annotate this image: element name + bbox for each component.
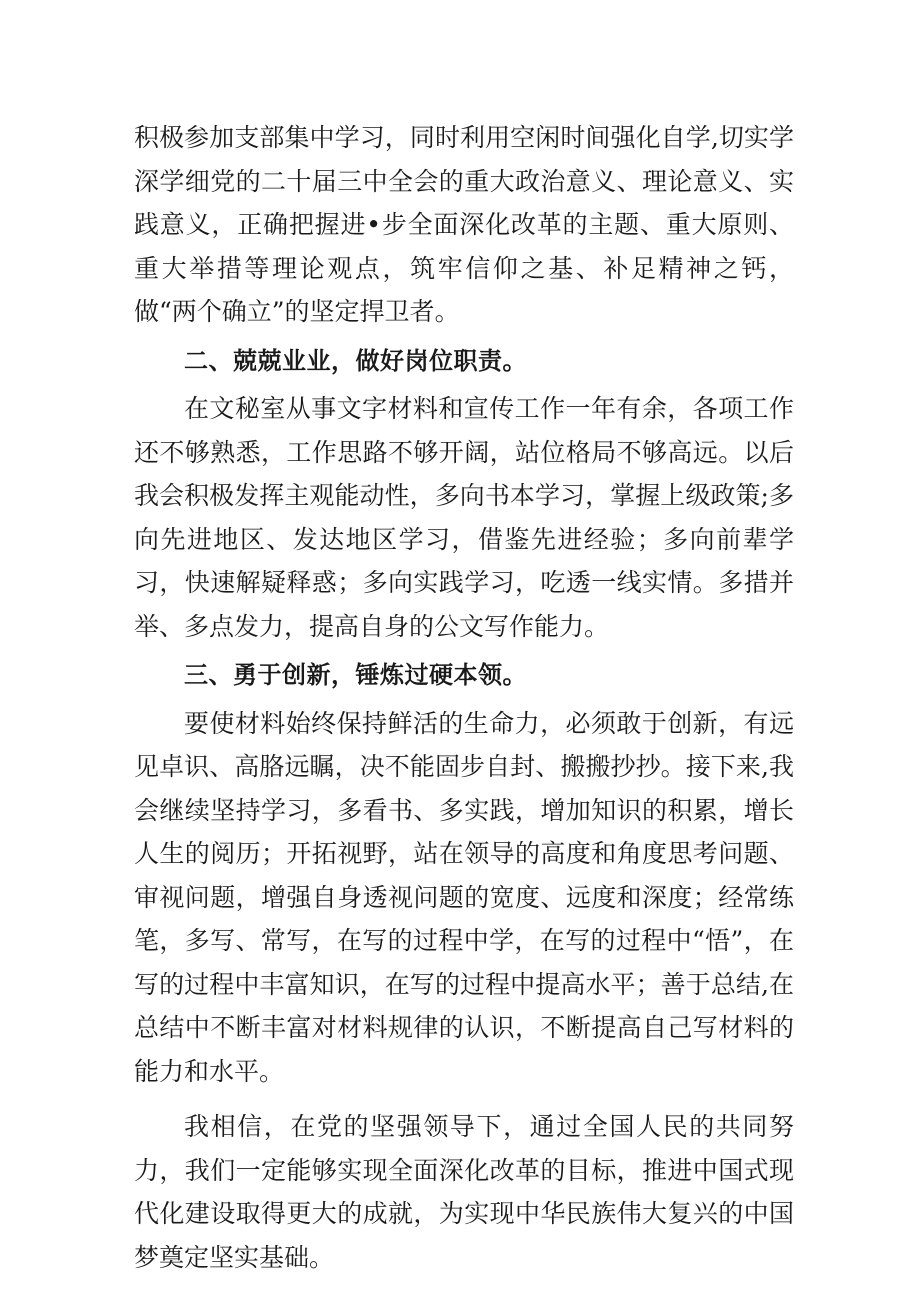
section-2-body: 在文秘室从事文字材料和宣传工作一年有余，各项工作还不够熟悉，工作思路不够开阔，站位格局不够高远。以后我会积极发挥主观能动性，多向书本学习，掌握上级政策;多向先进地区、发达地区学习，借鉴先进经验；多向前辈学习，快速解疑释惑；多向实践学习，吃透一线实情。多措并举、多点发力，提高自身的公文写作能力。: [134, 394, 794, 641]
document-body: [134, 116, 794, 1279]
intro-paragraph: 积极参加支部集中学习，同时利用空闲时间强化自学,切实学深学细党的二十届三中全会的重大政治意义、理论意义、实践意义，正确把握进•步全面深化改革的主题、重大原则、重大举措等理论观点，筑牢信仰之基、补足精神之钙，做“两个确立”的坚定捍卫者。: [134, 123, 794, 326]
section-3-body: 要使材料始终保持鲜活的生命力，必须敢于创新，有远见卓识、高胳远瞩，决不能固步自封、搬搬抄抄。接下来,我会继续坚持学习，多看书、多实践，增加知识的积累，增长人生的阅历；开拓视野，站在领导的高度和角度思考问题、审视问题，增强自身透视问题的宽度、远度和深度；经常练笔，多写、常写，在写的过程中学，在写的过程中“悟”，在写的过程中丰富知识，在写的过程中提高水平；善于总结,在总结中不断丰富对材料规律的认识，不断提高自己写材料的能力和水平。: [134, 708, 794, 1086]
section-3-heading: 三、勇于创新，锤炼过硬本领。: [184, 661, 527, 689]
section-2-heading: 二、兢兢业业，做好岗位职责。: [184, 346, 527, 375]
closing-paragraph: 我相信，在党的坚强领导下，通过全国人民的共同努力，我们一定能够实现全面深化改革的目标，推进中国式现代化建设取得更大的成就，为实现中华民族伟大复兴的中国梦奠定坚实基础。: [134, 1112, 794, 1272]
